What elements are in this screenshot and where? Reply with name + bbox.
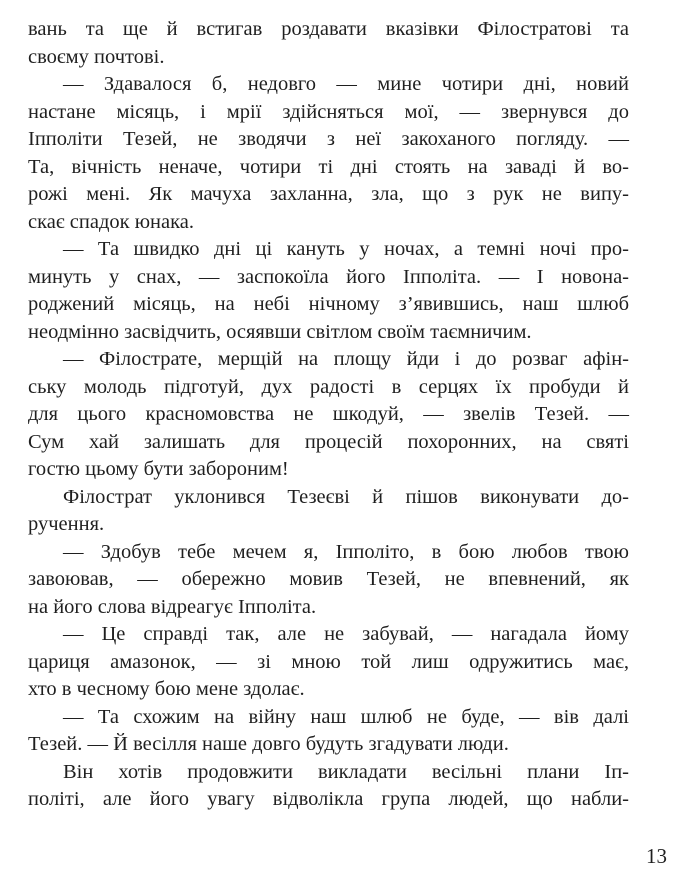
text-line: хто в чесному бою мене здолає. — [28, 678, 305, 700]
text-line: Та, вічність неначе, чотири ті дні стоять на заваді й во- — [28, 155, 629, 178]
paragraph — [28, 71, 629, 236]
text-line: роджений місяць, на небі нічному з’явившись, наш шлюб — [28, 293, 629, 315]
text-line: для цього красномовства не шкодуй, — звелів Тезей. — — [28, 403, 629, 425]
text-line: — Здавалося б, недовго — мине чотири дні, новий — [63, 73, 629, 95]
text-line: Тезей. — Й весілля наше довго будуть згадувати люди. — [28, 733, 509, 755]
paragraph — [28, 236, 629, 346]
paragraph — [28, 346, 629, 484]
text-line: настане місяць, і мрії здійсняться мої, — звернувся до — [28, 100, 629, 123]
text-line: — Та швидко дні ці кануть у ночах, а темні ночі про- — [63, 238, 629, 260]
paragraph — [28, 539, 629, 622]
text-line: політі, але його увагу відволікла група людей, що набли- — [28, 788, 629, 810]
page-footer — [646, 843, 667, 869]
text-line: рожі мені. Як мачуха захланна, зла, що з рук не випу- — [28, 183, 629, 205]
text-line: вань та ще й встигав роздавати вказівки Філостратові та — [28, 18, 629, 40]
page-number: 13 — [646, 844, 667, 868]
text-line: Він хотів продовжити викладати весільні плани Іп- — [63, 760, 629, 783]
text-line: гостю цьому бути забороним! — [28, 458, 289, 480]
text-line: — Та схожим на війну наш шлюб не буде, — вів далі — [63, 705, 629, 728]
text-line: — Філострате, мерщій на площу йди і до розваг афін- — [63, 348, 629, 370]
text-line: скає спадок юнака. — [28, 210, 194, 233]
text-block — [28, 16, 629, 814]
text-line: Іпполіти Тезей, не зводячи з неї закоханого погляду. — — [28, 128, 629, 150]
paragraph — [28, 484, 629, 539]
text-line: — Це справді так, але не забувай, — нагадала йому — [63, 623, 629, 645]
text-line: ручення. — [28, 513, 105, 535]
text-line: — Здобув тебе мечем я, Іпполіто, в бою любов твою — [63, 540, 629, 563]
text-line: завоював, — обережно мовив Тезей, не впевнений, як — [28, 568, 629, 590]
text-line: неодмінно засвідчить, осяявши світлом своїм таємничим. — [28, 320, 532, 343]
text-line: своєму почтові. — [28, 45, 165, 68]
text-line: минуть у снах, — заспокоїла його Іпполіта. — І новона- — [28, 265, 629, 288]
paragraph — [28, 621, 629, 704]
paragraph — [28, 759, 629, 814]
text-line: Сум хай залишать для процесій похоронних, на святі — [28, 430, 629, 453]
paragraph — [28, 704, 629, 759]
text-line: на його слова відреагує Іпполіта. — [28, 595, 317, 618]
text-line: ську молодь підготуй, дух радості в серцях їх пробуди й — [28, 375, 629, 398]
paragraph — [28, 16, 629, 71]
text-line: цариця амазонок, — зі мною той лиш одружитись має, — [28, 650, 629, 673]
text-line: Філострат уклонився Тезеєві й пішов виконувати до- — [63, 485, 629, 508]
